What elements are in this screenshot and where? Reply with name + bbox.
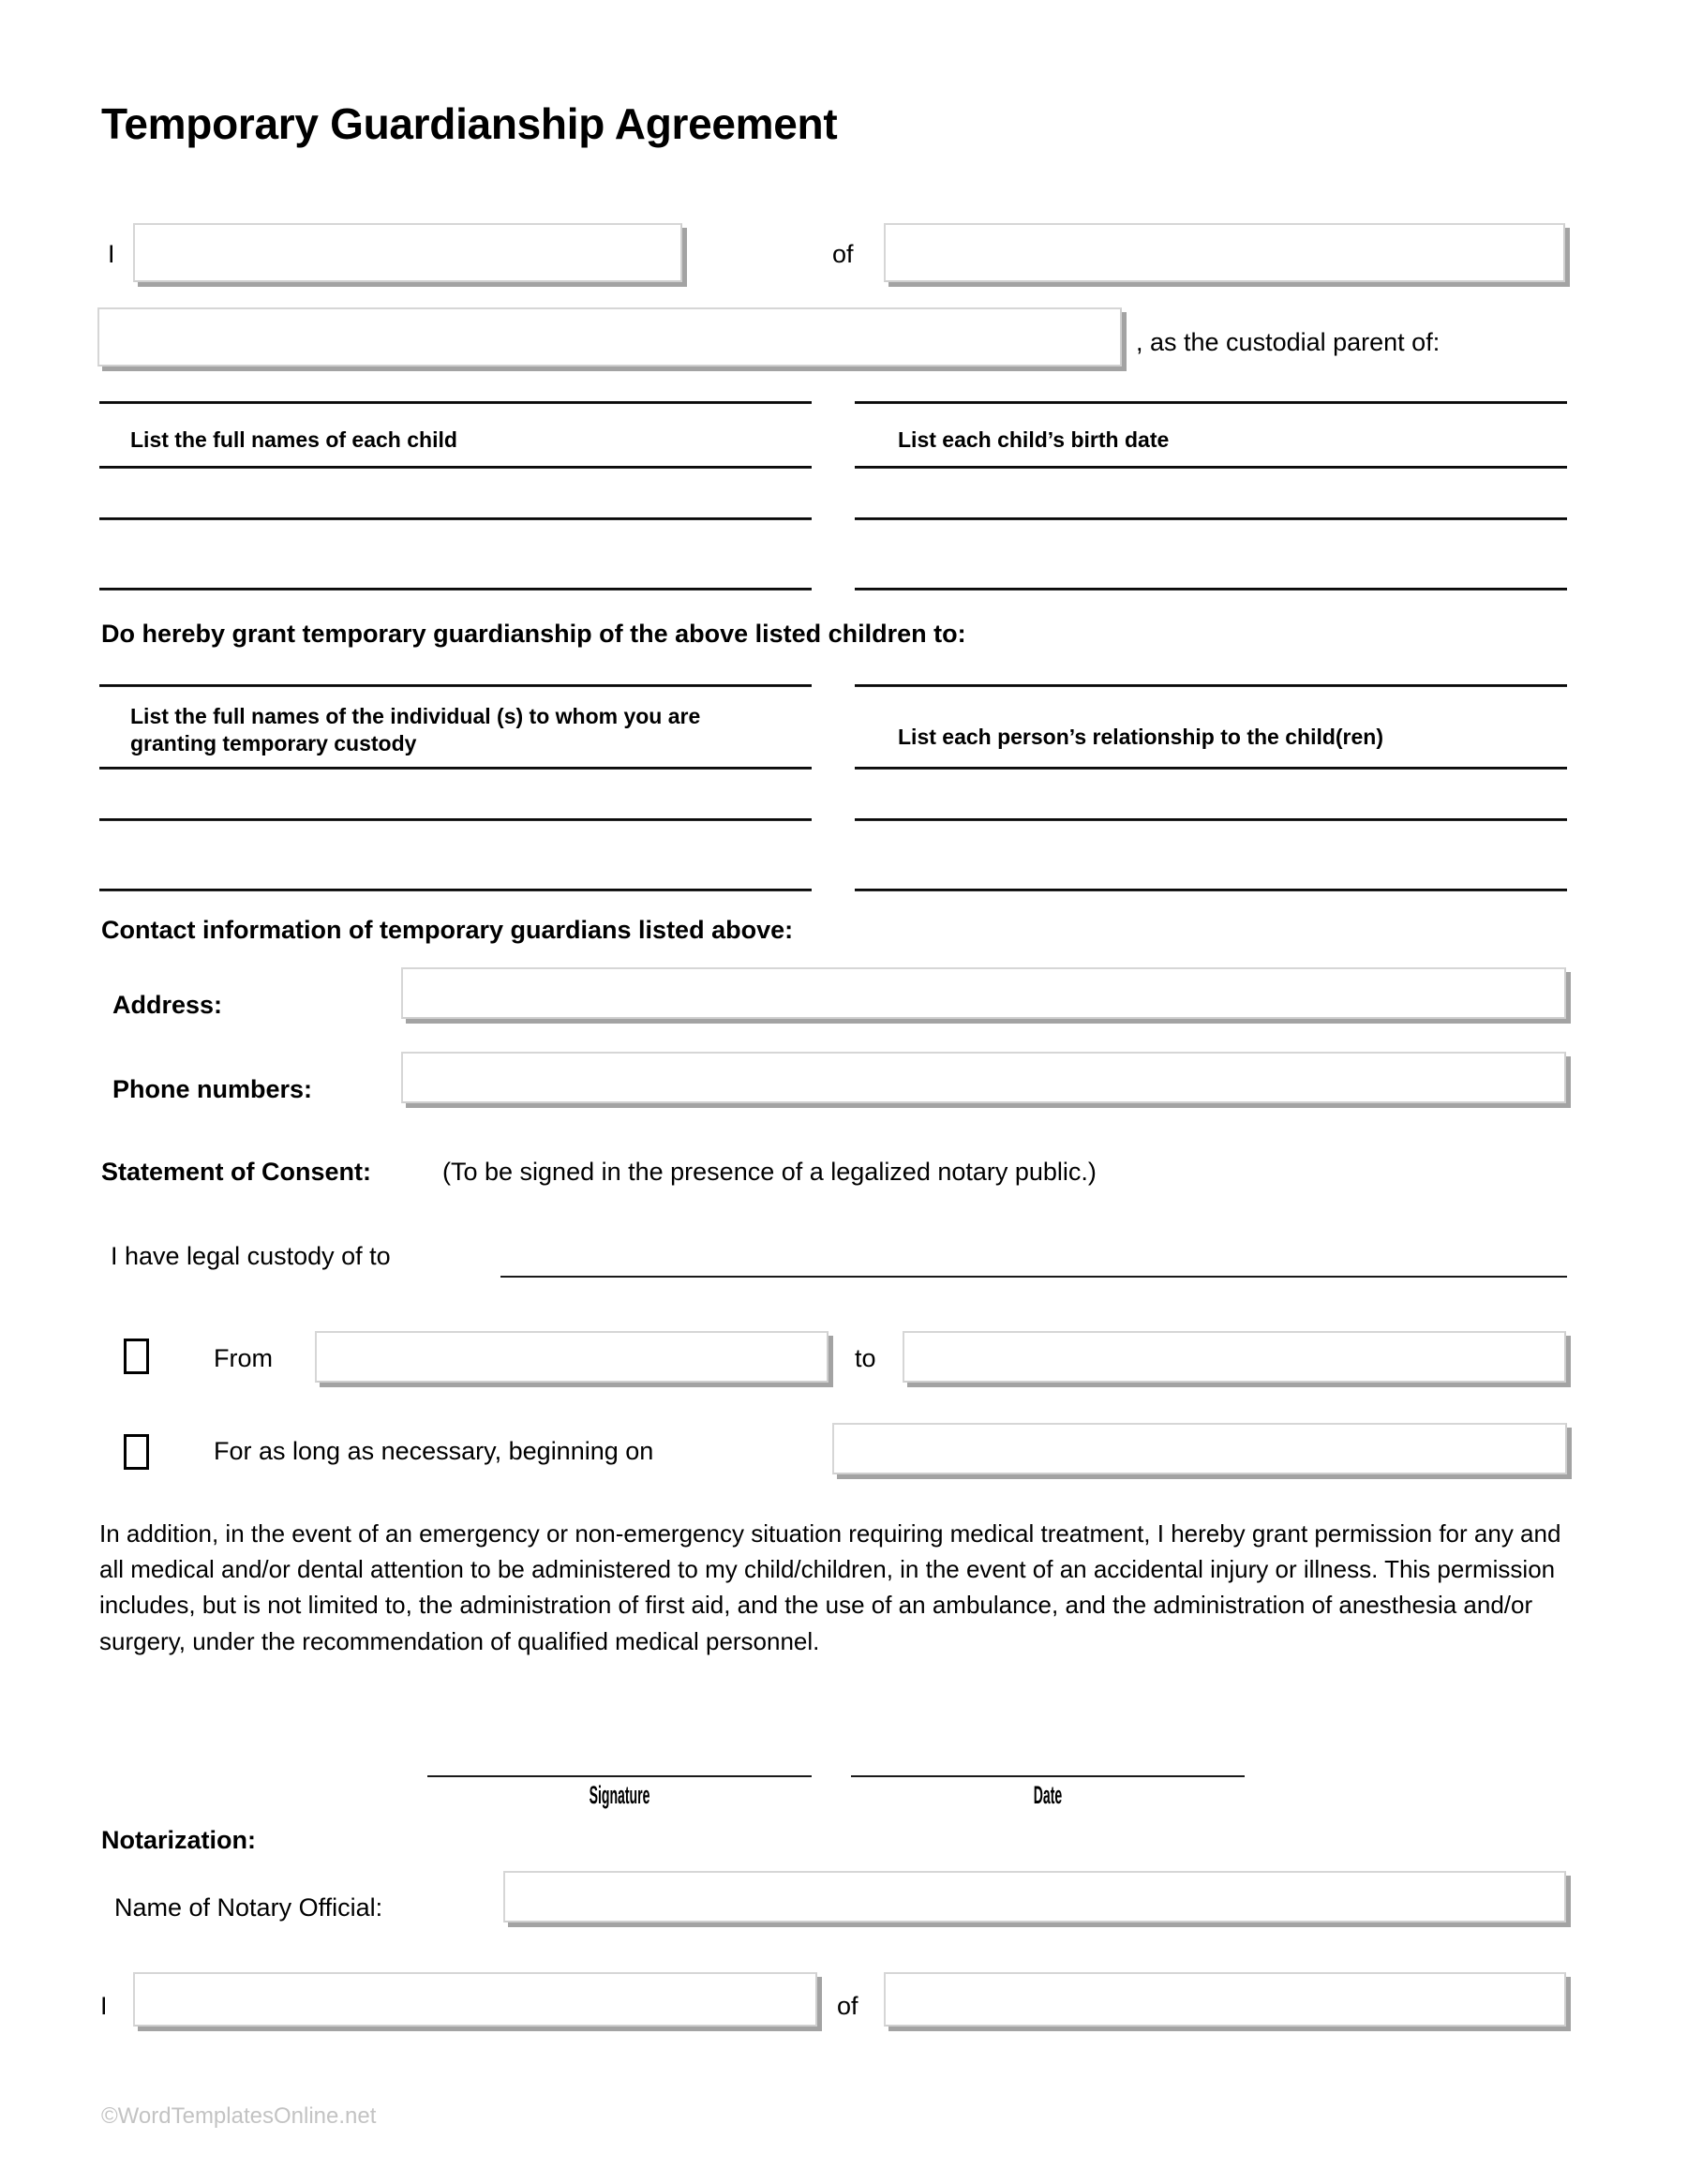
relationship-caption: List each person’s relationship to the child(ren) bbox=[898, 725, 1384, 749]
guardian-name-rule-1 bbox=[99, 767, 812, 770]
from-date-input[interactable] bbox=[315, 1331, 829, 1383]
relationship-rule-1 bbox=[855, 767, 1567, 770]
guardian-name-rule-top bbox=[99, 684, 812, 687]
relationship-rule-3 bbox=[855, 889, 1567, 891]
address-label: Address: bbox=[112, 991, 223, 1019]
contact-heading: Contact information of temporary guardians listed above: bbox=[101, 916, 794, 944]
guardian-name-rule-2 bbox=[99, 818, 812, 821]
custodial-parent-address-input[interactable] bbox=[97, 307, 1122, 366]
child-name-rule-1 bbox=[99, 466, 812, 469]
consent-note: (To be signed in the presence of a legalized notary public.) bbox=[442, 1158, 1097, 1186]
signature-line[interactable] bbox=[427, 1775, 812, 1777]
as-long-as-necessary-checkbox[interactable] bbox=[124, 1434, 149, 1470]
relationship-rule-top bbox=[855, 684, 1567, 687]
notary-of-label: of bbox=[837, 1992, 858, 2020]
guardian-name-rule-3 bbox=[99, 889, 812, 891]
signature-label: Signature bbox=[589, 1781, 650, 1809]
child-names-caption: List the full names of each child bbox=[130, 427, 457, 452]
custodial-parent-name-input[interactable] bbox=[133, 223, 682, 282]
notary-place-input[interactable] bbox=[884, 1972, 1566, 2027]
child-birthdates-caption: List each child’s birth date bbox=[898, 427, 1170, 452]
from-label: From bbox=[214, 1344, 273, 1372]
date-label: Date bbox=[1033, 1781, 1063, 1809]
child-name-rule-3 bbox=[99, 588, 812, 591]
from-to-checkbox[interactable] bbox=[124, 1339, 149, 1374]
page-title: Temporary Guardianship Agreement bbox=[101, 99, 838, 148]
grant-heading: Do hereby grant temporary guardianship of the above listed children to: bbox=[101, 620, 966, 648]
phone-numbers-label: Phone numbers: bbox=[112, 1075, 313, 1103]
medical-consent-paragraph: In addition, in the event of an emergency or non-emergency situation requiring medical treatment, I hereby grant permission for any and all medical and/or dental attention to be administered to my child/children, in the event of an accidental injury or illness. This permission includes, but is not limited to, the administration of first aid, and the use of an ambulance, and the administration of anesthesia and/or surgery, under the recommendation of qualified medical personnel. bbox=[99, 1519, 1561, 1655]
notary-i-label: I bbox=[100, 1992, 108, 2020]
child-name-rule-2 bbox=[99, 517, 812, 520]
consent-heading: Statement of Consent: bbox=[101, 1158, 372, 1186]
footer-copyright: ©WordTemplatesOnline.net bbox=[101, 2103, 377, 2129]
custodial-parent-suffix-label: , as the custodial parent of: bbox=[1136, 328, 1441, 356]
date-line[interactable] bbox=[851, 1775, 1245, 1777]
to-date-input[interactable] bbox=[903, 1331, 1566, 1383]
notary-name-input[interactable] bbox=[503, 1871, 1566, 1922]
child-birthdate-rule-top bbox=[855, 401, 1567, 404]
intro-i-label: I bbox=[108, 240, 115, 268]
intro-of-label: of bbox=[832, 240, 854, 268]
child-name-rule-top bbox=[99, 401, 812, 404]
child-birthdate-rule-2 bbox=[855, 517, 1567, 520]
custodial-parent-city-input[interactable] bbox=[884, 223, 1565, 282]
custody-line-input[interactable] bbox=[500, 1276, 1567, 1278]
to-label: to bbox=[855, 1344, 876, 1372]
as-long-as-necessary-label: For as long as necessary, beginning on bbox=[214, 1437, 654, 1465]
guardian-names-caption: List the full names of the individual (s) to whom you are granting temporary custody bbox=[130, 704, 701, 756]
child-birthdate-rule-1 bbox=[855, 466, 1567, 469]
beginning-on-date-input[interactable] bbox=[832, 1423, 1567, 1474]
notary-person-input[interactable] bbox=[133, 1972, 817, 2027]
notarization-heading: Notarization: bbox=[101, 1826, 256, 1854]
relationship-rule-2 bbox=[855, 818, 1567, 821]
guardian-address-input[interactable] bbox=[401, 967, 1566, 1019]
child-birthdate-rule-3 bbox=[855, 588, 1567, 591]
guardian-phone-input[interactable] bbox=[401, 1052, 1566, 1103]
notary-name-label: Name of Notary Official: bbox=[114, 1893, 383, 1922]
custody-line-label: I have legal custody of to bbox=[111, 1242, 391, 1270]
